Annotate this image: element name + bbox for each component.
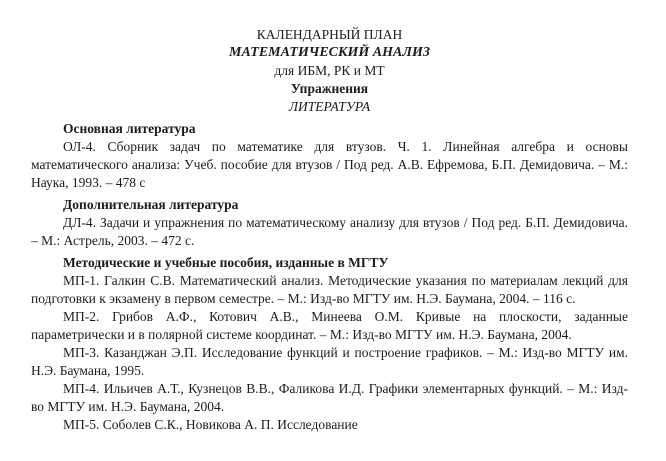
section-heading: Методические и учебные пособия, изданные в МГТУ <box>63 255 389 270</box>
document-header <box>31 26 628 116</box>
bibliography-entry: МП-3. Казанджан Э.П. Исследование функций и построение графиков. – М.: Изд-во МГТУ им. Н.Э. Баумана, 1995. <box>31 345 628 378</box>
header-title: КАЛЕНДАРНЫЙ ПЛАН <box>256 27 403 42</box>
section-additional-literature <box>31 196 628 250</box>
section-methodical-aids <box>31 254 628 434</box>
bibliography-entry-partial: МП-5. Соболев С.К., Новикова А. П. Исследование <box>63 417 358 432</box>
header-subject: МАТЕМАТИЧЕСКИЙ АНАЛИЗ <box>229 45 430 60</box>
header-literature: ЛИТЕРАТУРА <box>288 99 371 114</box>
bibliography-entry: ОЛ-4. Сборник задач по математике для втузов. Ч. 1. Линейная алгебра и основы математического анализа: Учеб. пособие для втузов / Под ред. А.В. Ефремова, Б.П. Демидовича. – М.: Наука, 1993. – 478 с <box>31 139 628 190</box>
section-heading: Основная литература <box>63 121 196 136</box>
bibliography-entry: МП-2. Грибов А.Ф., Котович А.В., Минеева О.М. Кривые на плоскости, заданные параметрически и в полярной системе координат. – М.: Изд-во МГТУ им. Н.Э. Баумана, 2004. <box>31 309 628 342</box>
bibliography-entry: ДЛ-4. Задачи и упражнения по математическому анализу для втузов / Под ред. Б.П. Демидовича. – М.: Астрель, 2003. – 472 с. <box>31 215 628 248</box>
section-heading: Дополнительная литература <box>63 197 239 212</box>
section-main-literature <box>31 120 628 192</box>
header-groups: для ИБМ, РК и МТ <box>274 63 385 78</box>
header-exercises: Упражнения <box>290 81 369 96</box>
bibliography-entry: МП-4. Ильичев А.Т., Кузнецов В.В., Фаликова И.Д. Графики элементарных функций. – М.: Изд-во МГТУ им. Н.Э. Баумана, 2004. <box>31 381 628 414</box>
bibliography-entry: МП-1. Галкин С.В. Математический анализ. Методические указания по материалам лекций для подготовки к экзамену в первом семестре. – М.: Изд-во МГТУ им. Н.Э. Баумана, 2004. – 116 с. <box>31 273 628 306</box>
